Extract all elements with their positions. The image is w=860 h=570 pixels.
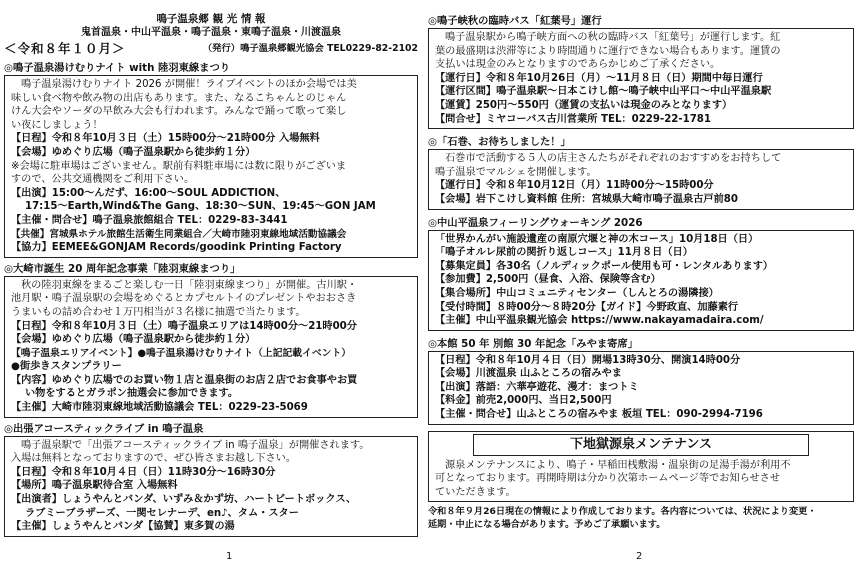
header-row: [4, 41, 418, 57]
section-title-ishinomaki: ◎「石巻、お待ちしました！」: [428, 136, 571, 149]
event-performers: 【出演】落語：六華亭遊花、漫才：まつトミ: [435, 381, 639, 393]
event-organizer: 【主催】大崎市陸羽東線地域活動協議会 TEL：0229-23-5069: [11, 402, 308, 414]
body-line: 鳴子温泉湯けむりナイト 2026 が開催！ライブイベントのほか会場では美: [21, 79, 357, 90]
walking-organizer: 【主催】中山平温泉観光協会 https://www.nakayamadaira.com/: [435, 315, 764, 327]
section-box-walking: [428, 230, 854, 331]
body-line: ていただきます。: [435, 486, 516, 498]
header-subtitle: 鬼首温泉・中山平温泉・鳴子温泉・東鳴子温泉・川渡温泉: [81, 27, 341, 38]
event-content: 【内容】ゆめぐり広場でのお買い物１店と温泉街のお店２店でお食事やお買: [11, 374, 358, 386]
body-line: 支払いは現金のみとなりますのであらかじめご了承ください。: [435, 59, 721, 71]
event-support: 【協力】EEMEE&GONJAM Records/goodink Printing Factory: [11, 242, 342, 254]
section-title-acoustic-live: ◎出張アコースティックライブ in 鳴子温泉: [4, 422, 204, 435]
section-box-miyama-yose: [428, 351, 854, 425]
event-fee: 【料金】前売2,000円、当日2,500円: [435, 395, 612, 407]
section-box-yukemuri: [4, 75, 418, 258]
event-performers-cont: ラブミーブラザーズ、一関セレナーデ、en♪、タム・スター: [25, 507, 299, 519]
event-venue: 【会場】ゆめぐり広場（鳴子温泉駅から徒歩約１分）: [11, 334, 256, 346]
body-line: 秋の陸羽東線をまるごと楽しむ一日「陸羽東線まつり」が開催。古川駅・: [21, 279, 358, 291]
event-date: 【日程】令和８年10月３日（土）15時00分～21時00分 入場無料: [11, 133, 320, 145]
walking-reception-time: 【受付時間】８時00分～８時20分【ガイド】今野政直、加藤素行: [435, 301, 739, 313]
bus-contact: 【問合せ】ミヤコーバス古川営業所 TEL：0229-22-1781: [435, 113, 711, 125]
event-organizer: 【主催・問合せ】鳴子温泉旅館組合 TEL：0229-83-3441: [11, 214, 288, 226]
section-title-yukemuri: ◎鳴子温泉湯けむりナイト with 陸羽東線まつり: [4, 62, 231, 74]
body-line: 池月駅・鳴子温泉駅の会場をめぐるとカプセルトイのプレゼントやおおさき: [11, 293, 357, 305]
body-line: 石巻市で活動する５人の店主さんたちがそれぞれのおすすめをお持ちして: [445, 153, 782, 165]
maintenance-title: 下地獄源泉メンテナンス: [473, 434, 809, 456]
bus-fare: 【運賃】250円～550円（運賃の支払いは現金のみとなります）: [435, 99, 733, 111]
event-venue: 【会場】川渡温泉 山ふところの宿みやま: [435, 368, 622, 380]
page-2-column: [428, 0, 854, 531]
section-box-koyo-bus: [428, 28, 854, 129]
body-line: けん大会やソーダの早飲み大会も行われます。みんなで踊って歌って楽し: [11, 106, 347, 118]
header-month: ＜令和８年１０月＞: [4, 41, 126, 56]
event-date: 【日程】令和８年10月４日（日）11時30分～16時30分: [11, 466, 276, 478]
body-line: 鳴子温泉駅で「出張アコースティックライブ in 鳴子温泉」が開催されます。: [21, 439, 370, 451]
header-publisher: （発行）鳴子温泉郷観光協会 TEL0229-82-2102: [202, 43, 418, 54]
bus-route: 【運行区間】鳴子温泉駅～日本こけし館～鳴子峡中山平口～中山平温泉駅: [435, 86, 772, 98]
event-cohost: 【共催】宮城県ホテル旅館生活衛生同業組合／大崎市陸羽東線地域活動協議会: [11, 228, 347, 240]
footer-note-cont: 延期・中止になる場合があります。予めご了承願います。: [428, 519, 666, 531]
walking-meeting-place: 【集合場所】中山コミュニティセンター（しんとろの湯隣接）: [435, 287, 719, 299]
walking-fee: 【参加費】2,500円（昼食、入浴、保険等含む）: [435, 274, 661, 286]
section-title-miyama-yose: ◎本館 50 年 別館 30 年記念「みやま寄席」: [428, 337, 639, 350]
event-date: 【日程】令和８年10月３日（土）鳴子温泉エリアは14時00分～21時00分: [11, 320, 357, 332]
event-organizer: 【主催】しょうやんとバンダ【協賛】東多賀の湯: [11, 521, 235, 533]
section-box-maintenance: [428, 431, 854, 503]
event-note: ※会場に駐車場はございません。駅前有料駐車場には数に限りがございま: [11, 160, 347, 172]
section-box-rikuu-festival: [4, 276, 418, 418]
event-venue: 【会場】岩下こけし資料館 住所：宮城県大崎市鳴子温泉古戸前80: [435, 193, 738, 205]
walking-course-2: 「鳴子オルレ尿前の関折り返しコース」11月８日（日）: [435, 247, 693, 259]
footer-note: 令和８年９月26日現在の情報により作成しております。各内容については、状況により変更・: [428, 506, 817, 518]
page-number-2: 2: [636, 551, 643, 562]
body-line: 源泉メンテナンスにより、鳴子・早稲田桟敷湯・温泉街の足湯手湯が利用不: [445, 459, 791, 471]
event-venue: 【場所】鳴子温泉駅待合室 入場無料: [11, 480, 178, 492]
page-number-1: 1: [226, 551, 233, 562]
event-performers-cont: 17:15～Earth,Wind&The Gang、18:30～SUN、19:45～GON JAM: [25, 201, 376, 213]
body-line: 可となっております。再開時期は分かり次第ホームページ等でお知らせさせ: [435, 473, 781, 485]
header-title: 鳴子温泉郷 観 光 情 報: [156, 13, 266, 25]
body-line: 味しい食べ物や飲み物の出店もあります。また、なるこちゃんとのじゃん: [11, 92, 347, 104]
section-box-ishinomaki: [428, 149, 854, 209]
event-stamp-rally: ●街歩きスタンプラリー: [11, 361, 122, 373]
body-line: うまいもの詰め合わせ１万円相当が３名様に抽選で当たります。: [11, 306, 306, 318]
section-title-koyo-bus: ◎鳴子峡秋の臨時バス「紅葉号」運行: [428, 15, 602, 27]
section-box-acoustic-live: [4, 436, 418, 537]
event-venue: 【会場】ゆめぐり広場（鳴子温泉駅から徒歩約１分）: [11, 146, 256, 158]
event-area: 【鳴子温泉エリアイベント】●鳴子温泉湯けむりナイト（上記記載イベント）: [11, 347, 352, 359]
bus-date: 【運行日】令和８年10月26日（月）～11月８日（日）期間中毎日運行: [435, 72, 763, 84]
body-line: 鳴子温泉駅から鳴子峡方面への秋の臨時バス「紅葉号」が運行します。紅: [445, 32, 781, 43]
event-date: 【日程】令和８年10月４日（日）開場13時30分、開演14時00分: [435, 354, 741, 366]
event-content-cont: い物をするとガラポン抽選会に参加できます。: [25, 388, 239, 400]
body-line: 鳴子温泉でマルシェを開催します。: [435, 166, 597, 178]
page-1-column: [4, 0, 418, 537]
walking-capacity: 【募集定員】各30名（ノルディックポール使用も可・レンタルあります）: [435, 260, 774, 272]
body-line: 葉の最盛期は渋滞等により時間通りに運行できない場合もあります。運賃の: [435, 45, 781, 57]
section-title-walking: ◎中山平温泉フィーリングウォーキング 2026: [428, 216, 643, 229]
body-line: 入場は無料となっておりますので、ぜひ皆さまお越し下さい。: [11, 453, 297, 465]
walking-course-1: 「世界かんがい施設遺産の南原穴堰と神の木コース」10月18日（日）: [435, 233, 759, 245]
section-title-rikuu-festival: ◎大崎市誕生 20 周年記念事業「陸羽東線まつり」: [4, 262, 241, 275]
event-performers: 【出演】15:00～んだず、16:00～SOUL ADDICTION、: [11, 187, 286, 199]
event-organizer: 【主催・問合せ】山ふところの宿みやま 板垣 TEL：090-2994-7196: [435, 409, 763, 421]
event-date: 【運行日】令和８年10月12日（月）11時00分～15時00分: [435, 180, 714, 192]
event-performers: 【出演者】しょうやんとバンダ、いずみ＆かず坊、ハートビートボックス、: [11, 494, 357, 506]
body-line: い夜にしましょう！: [11, 119, 103, 131]
event-note: すので、公共交通機関をご利用下さい。: [11, 174, 195, 186]
